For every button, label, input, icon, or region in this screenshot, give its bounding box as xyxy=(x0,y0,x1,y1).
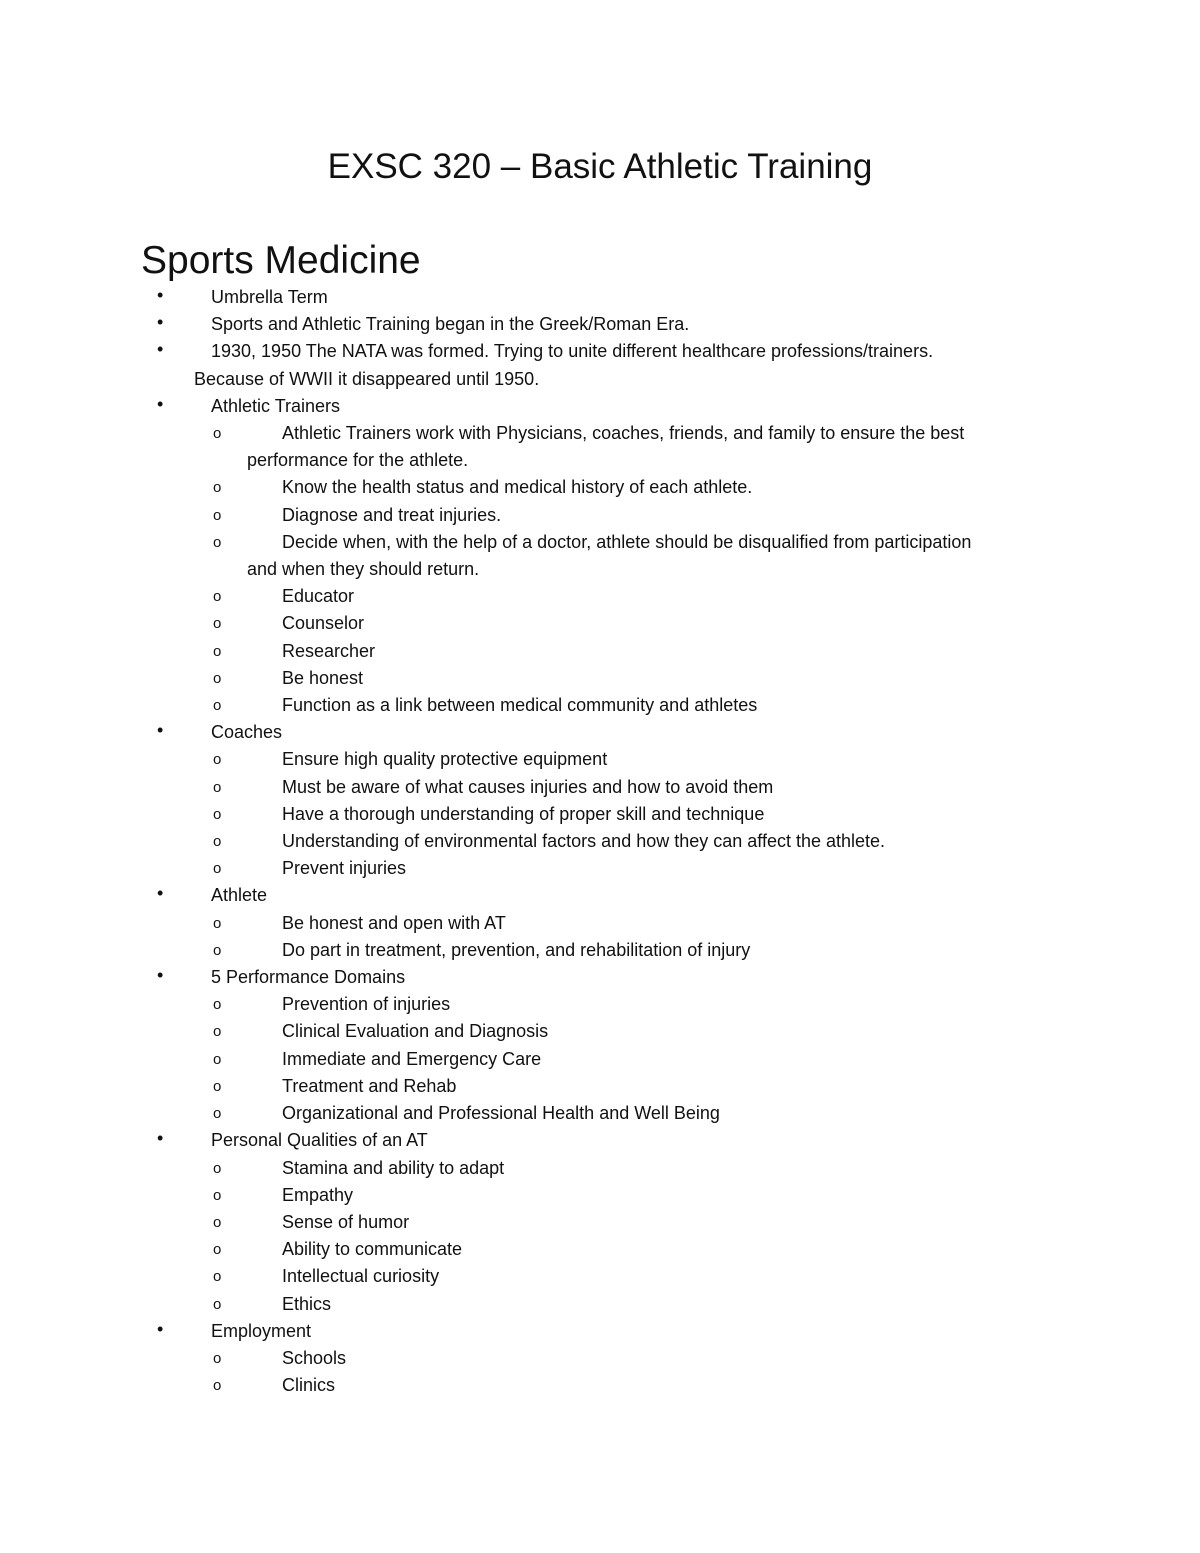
sub-item-line: Immediate and Emergency Care xyxy=(282,1048,542,1069)
sub-item xyxy=(0,1182,1200,1209)
sub-bullet-marker: o xyxy=(213,615,222,633)
sub-item-continuation: and when they should return. xyxy=(247,559,480,580)
sub-bullet-marker: o xyxy=(213,1295,222,1313)
sub-item-line: Must be aware of what causes injuries and how to avoid them xyxy=(282,776,774,797)
sub-item-line: Be honest xyxy=(282,667,364,688)
bullet-marker: • xyxy=(157,1128,164,1149)
sub-item-line: Function as a link between medical community and athletes xyxy=(282,695,758,716)
sub-item xyxy=(0,1046,1200,1073)
sub-bullet-marker: o xyxy=(213,1213,222,1231)
sub-bullet-marker: o xyxy=(213,914,222,932)
sub-list xyxy=(211,1155,1200,1318)
sub-item-text xyxy=(282,801,1072,828)
sub-item-line: Researcher xyxy=(282,640,376,661)
sub-item xyxy=(0,529,1200,583)
sub-bullet-marker: o xyxy=(213,669,222,687)
sub-item-line: Ethics xyxy=(282,1293,332,1314)
sub-bullet-marker: o xyxy=(213,479,222,497)
sub-item-line: Counselor xyxy=(282,613,365,634)
outline-item-line: Umbrella Term xyxy=(211,287,328,307)
sub-item xyxy=(0,502,1200,529)
outline-item-line: 5 Performance Domains xyxy=(211,967,406,988)
sub-bullet-marker: o xyxy=(213,533,222,551)
sub-item-line: Schools xyxy=(282,1347,347,1368)
sub-item-text xyxy=(282,774,1072,801)
outline-item xyxy=(0,1127,1200,1317)
section-heading: Sports Medicine xyxy=(141,239,421,282)
outline-item-text xyxy=(211,311,1071,338)
sub-item-text xyxy=(247,420,1072,474)
sub-item-text xyxy=(282,1263,1072,1290)
outline-item-continuation: Because of WWII it disappeared until 1950. xyxy=(194,368,540,389)
sub-bullet-marker: o xyxy=(213,805,222,823)
sub-item-line: Ability to communicate xyxy=(282,1239,463,1260)
sub-bullet-marker: o xyxy=(213,697,222,715)
bullet-marker: • xyxy=(157,883,164,904)
sub-item-text xyxy=(282,855,1072,882)
sub-item xyxy=(0,474,1200,501)
sub-item-line: Treatment and Rehab xyxy=(282,1075,457,1096)
sub-item xyxy=(0,801,1200,828)
sub-bullet-marker: o xyxy=(213,1105,222,1123)
sub-item-line: Do part in treatment, prevention, and rehabilitation of injury xyxy=(282,939,751,960)
sub-item-text xyxy=(282,474,1072,501)
sub-item xyxy=(0,1073,1200,1100)
sub-item-line: Have a thorough understanding of proper skill and technique xyxy=(282,803,765,824)
bullet-marker: • xyxy=(157,393,164,414)
sub-item-text xyxy=(282,1372,1072,1399)
outline-item xyxy=(0,284,1200,311)
sub-item xyxy=(0,1209,1200,1236)
sub-item xyxy=(0,1155,1200,1182)
sub-item-text xyxy=(282,1100,1072,1127)
outline-item-text xyxy=(211,1127,1071,1154)
sub-item-text xyxy=(282,665,1072,692)
outline-item-line: Athletic Trainers xyxy=(211,395,341,416)
sub-item xyxy=(0,638,1200,665)
outline-list xyxy=(0,284,1200,1399)
sub-item-line: Understanding of environmental factors and how they can affect the athlete. xyxy=(282,831,886,852)
sub-item xyxy=(0,1236,1200,1263)
outline-item xyxy=(0,311,1200,338)
sub-bullet-marker: o xyxy=(213,751,222,769)
sub-item xyxy=(0,937,1200,964)
sub-item-line: Ensure high quality protective equipment xyxy=(282,749,608,770)
bullet-marker: • xyxy=(157,339,164,360)
bullet-marker: • xyxy=(157,285,164,305)
sub-list xyxy=(211,991,1200,1127)
sub-item-text xyxy=(282,991,1072,1018)
sub-item xyxy=(0,1263,1200,1290)
sub-item xyxy=(0,910,1200,937)
outline-item-text xyxy=(211,393,1071,420)
sub-item-line: Clinical Evaluation and Diagnosis xyxy=(282,1021,549,1042)
sub-item-line: Be honest and open with AT xyxy=(282,912,506,933)
sub-item-text xyxy=(282,502,1072,529)
sub-item xyxy=(0,774,1200,801)
sub-list xyxy=(211,746,1200,882)
sub-item-text xyxy=(282,1236,1072,1263)
sub-bullet-marker: o xyxy=(213,506,222,524)
sub-bullet-marker: o xyxy=(213,1023,222,1041)
sub-item xyxy=(0,420,1200,474)
sub-item-line: Decide when, with the help of a doctor, athlete should be disqualified from participation xyxy=(282,531,972,552)
sub-bullet-marker: o xyxy=(213,860,222,878)
sub-bullet-marker: o xyxy=(213,1349,222,1367)
outline-item-text xyxy=(211,1318,1071,1345)
sub-bullet-marker: o xyxy=(213,588,222,606)
sub-item-line: Prevent injuries xyxy=(282,858,407,879)
sub-item xyxy=(0,583,1200,610)
sub-item-text xyxy=(282,583,1072,610)
sub-bullet-marker: o xyxy=(213,1268,222,1286)
document-title: EXSC 320 – Basic Athletic Training xyxy=(327,147,873,186)
sub-item-text xyxy=(282,1073,1072,1100)
sub-bullet-marker: o xyxy=(213,1241,222,1259)
sub-item xyxy=(0,1100,1200,1127)
sub-list xyxy=(211,910,1200,964)
sub-item-text xyxy=(282,1046,1072,1073)
sub-item-text xyxy=(282,910,1072,937)
sub-bullet-marker: o xyxy=(213,1377,222,1395)
outline-item xyxy=(0,882,1200,964)
sub-item-line: Athletic Trainers work with Physicians, coaches, friends, and family to ensure the best xyxy=(282,423,965,444)
outline-item-text xyxy=(211,882,1071,909)
sub-item-line: Intellectual curiosity xyxy=(282,1266,440,1287)
sub-item-text xyxy=(282,1291,1072,1318)
sub-item-text xyxy=(247,529,1072,583)
sub-list xyxy=(211,420,1200,719)
sub-item-line: Diagnose and treat injuries. xyxy=(282,504,502,525)
sub-item-line: Stamina and ability to adapt xyxy=(282,1157,505,1178)
bullet-marker: • xyxy=(157,965,164,986)
sub-item xyxy=(0,1018,1200,1045)
outline-item xyxy=(0,719,1200,882)
outline-item xyxy=(0,338,1200,392)
sub-item-text xyxy=(282,1018,1072,1045)
outline-item-text xyxy=(211,964,1071,991)
sub-item-continuation: performance for the athlete. xyxy=(247,450,469,471)
sub-bullet-marker: o xyxy=(213,833,222,851)
sub-item-line: Prevention of injuries xyxy=(282,994,451,1015)
sub-item-text xyxy=(282,937,1072,964)
outline-item xyxy=(0,1318,1200,1400)
sub-item-text xyxy=(282,610,1072,637)
outline-item-line: Personal Qualities of an AT xyxy=(211,1130,428,1151)
outline-item-text xyxy=(211,719,1071,746)
sub-item-text xyxy=(282,828,1072,855)
sub-item xyxy=(0,610,1200,637)
sub-bullet-marker: o xyxy=(213,1077,222,1095)
outline-item-line: Sports and Athletic Training began in the Greek/Roman Era. xyxy=(211,314,690,335)
sub-item-text xyxy=(282,1155,1072,1182)
sub-bullet-marker: o xyxy=(213,425,222,443)
sub-item-text xyxy=(282,1345,1072,1372)
sub-bullet-marker: o xyxy=(213,1050,222,1068)
sub-item-line: Organizational and Professional Health and Well Being xyxy=(282,1103,720,1124)
outline-item-text xyxy=(211,284,1071,311)
bullet-marker: • xyxy=(157,1318,164,1339)
sub-bullet-marker: o xyxy=(213,941,222,959)
sub-bullet-marker: o xyxy=(213,996,222,1014)
outline-item-line: Employment xyxy=(211,1320,312,1341)
sub-list xyxy=(211,1345,1200,1399)
sub-item-line: Educator xyxy=(282,586,355,607)
bullet-marker: • xyxy=(157,720,164,741)
sub-item-text xyxy=(282,692,1072,719)
outline-item-text xyxy=(194,338,1071,392)
sub-item-line: Sense of humor xyxy=(282,1211,410,1232)
sub-item xyxy=(0,828,1200,855)
outline-item-line: Coaches xyxy=(211,722,283,743)
sub-item-line: Know the health status and medical history of each athlete. xyxy=(282,477,753,498)
sub-bullet-marker: o xyxy=(213,642,222,660)
sub-item-text xyxy=(282,746,1072,773)
outline-item xyxy=(0,393,1200,719)
sub-item xyxy=(0,991,1200,1018)
sub-item-text xyxy=(282,1209,1072,1236)
bullet-marker: • xyxy=(157,312,164,333)
outline-item xyxy=(0,964,1200,1127)
sub-bullet-marker: o xyxy=(213,1159,222,1177)
sub-item xyxy=(0,692,1200,719)
sub-item xyxy=(0,855,1200,882)
sub-item-text xyxy=(282,638,1072,665)
sub-bullet-marker: o xyxy=(213,778,222,796)
sub-item-line: Clinics xyxy=(282,1375,336,1396)
sub-bullet-marker: o xyxy=(213,1186,222,1204)
sub-item-line: Empathy xyxy=(282,1184,354,1205)
sub-item xyxy=(0,1345,1200,1372)
sub-item xyxy=(0,1372,1200,1399)
outline-item-line: 1930, 1950 The NATA was formed. Trying to unite different healthcare professions/trainers. xyxy=(211,341,934,362)
sub-item xyxy=(0,1291,1200,1318)
sub-item xyxy=(0,665,1200,692)
outline-item-line: Athlete xyxy=(211,885,268,906)
sub-item xyxy=(0,746,1200,773)
sub-item-text xyxy=(282,1182,1072,1209)
